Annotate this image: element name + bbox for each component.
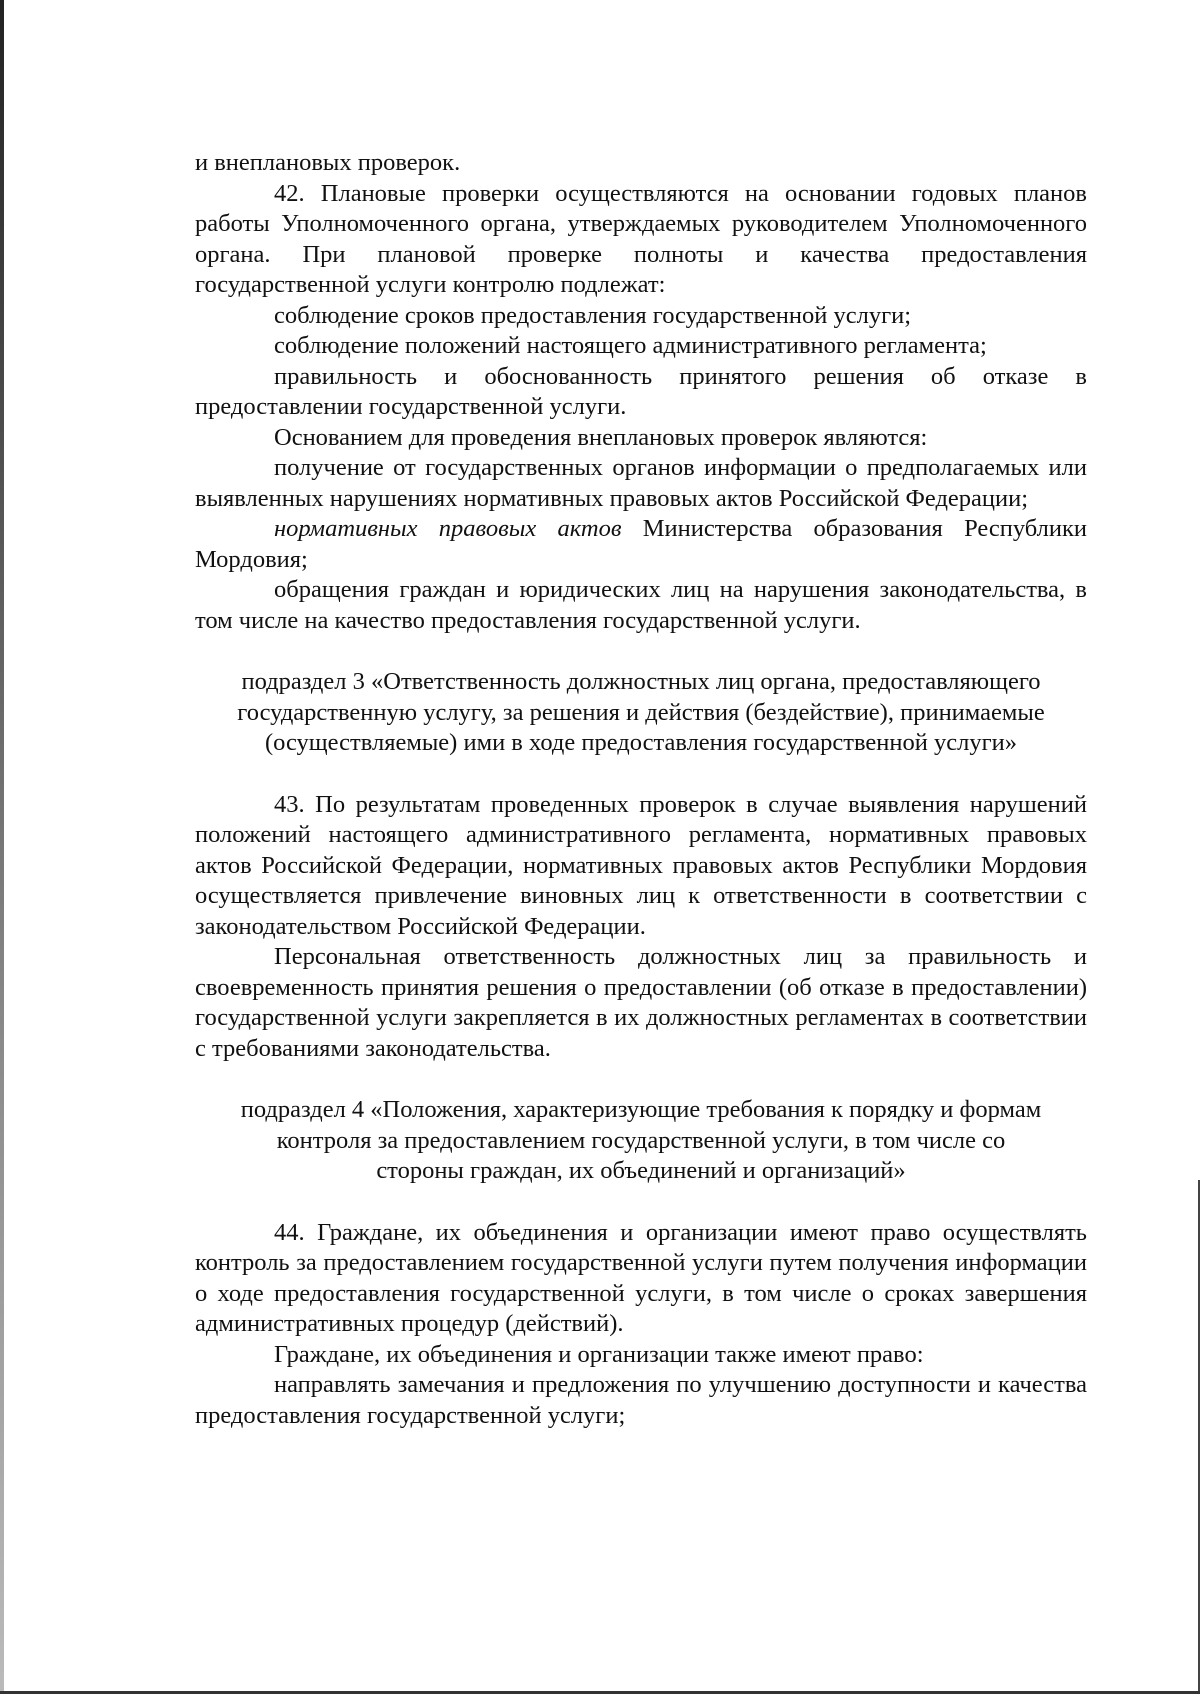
document-page-body <box>195 148 1087 1431</box>
paragraph-citizen-rights: Граждане, их объединения и организации также имеют право: <box>274 1340 924 1368</box>
list-item-ministry-acts <box>195 514 1087 575</box>
subsection-3-heading-line-2: государственную услугу, за решения и действия (бездействие), принимаемые <box>237 698 1045 726</box>
paragraph-43: 43. По результатам проведенных проверок в случае выявления нарушений положений настоящего административного регламента, нормативных правовых актов Российской Федерации, нормативных правовых актов Республики Мордовия осуществляется привлечение виновных лиц к ответственности в соответствии с законодательством Российской Федерации. <box>195 790 1087 940</box>
list-item-refusal-validity: правильность и обоснованность принятого решения об отказе в предоставлении государственной услуги. <box>195 362 1087 420</box>
list-item-ministry-acts-text: Министерства образования Республики Мордовия; <box>195 515 1087 573</box>
subsection-3-heading-line-3: (осуществляемые) ими в ходе предоставления государственной услуги» <box>264 729 1018 756</box>
paragraph-personal-responsibility: Персональная ответственность должностных лиц за правильность и своевременность принятия решения о предоставлении (об отказе в предоставлении) государственной услуги закрепляется в их должностных регламентах в соответствии с требованиями законодательства. <box>195 943 1087 1062</box>
subsection-3-heading <box>195 667 1087 759</box>
paragraph-42: 42. Плановые проверки осуществляются на основании годовых планов работы Уполномоченного органа, утверждаемых руководителем Уполномоченного органа. При плановой проверке полноты и качества предоставления государственной услуги контролю подлежат: <box>195 179 1087 298</box>
list-item-regulation-compliance: соблюдение положений настоящего административного регламента; <box>274 332 987 359</box>
paragraph-unscheduled-grounds: Основанием для проведения внеплановых проверок являются: <box>274 423 928 451</box>
subsection-3-heading-line-1: подраздел 3 «Ответственность должностных лиц органа, предоставляющего <box>241 668 1041 695</box>
subsection-4-heading-line-1: подраздел 4 «Положения, характеризующие требования к порядку и формам <box>240 1096 1042 1123</box>
subsection-4-heading-line-2: контроля за предоставлением государственной услуги, в том числе со <box>276 1126 1006 1154</box>
list-item-deadlines: соблюдение сроков предоставления государственной услуги; <box>274 301 912 329</box>
scan-left-edge <box>0 0 4 1694</box>
list-item-citizen-appeals: обращения граждан и юридических лиц на нарушения законодательства, в том числе на качество предоставления государственной услуги. <box>195 576 1087 634</box>
subsection-4-heading <box>195 1095 1087 1187</box>
paragraph-44: 44. Граждане, их объединения и организации имеют право осуществлять контроль за предоставлением государственной услуги путем получения информации о ходе предоставления государственной услуги, в том числе о сроках завершения административных процедур (действий). <box>195 1218 1087 1337</box>
paragraph-continuation: и внеплановых проверок. <box>195 149 461 176</box>
subsection-4-heading-line-3: стороны граждан, их объединений и организаций» <box>376 1157 906 1184</box>
list-item-submit-remarks: направлять замечания и предложения по улучшению доступности и качества предоставления государственной услуги; <box>195 1371 1087 1429</box>
list-item-state-bodies-info: получение от государственных органов информации о предполагаемых или выявленных нарушениях нормативных правовых актов Российской Федерации; <box>195 454 1087 512</box>
italic-phrase: нормативных правовых актов <box>274 515 622 542</box>
